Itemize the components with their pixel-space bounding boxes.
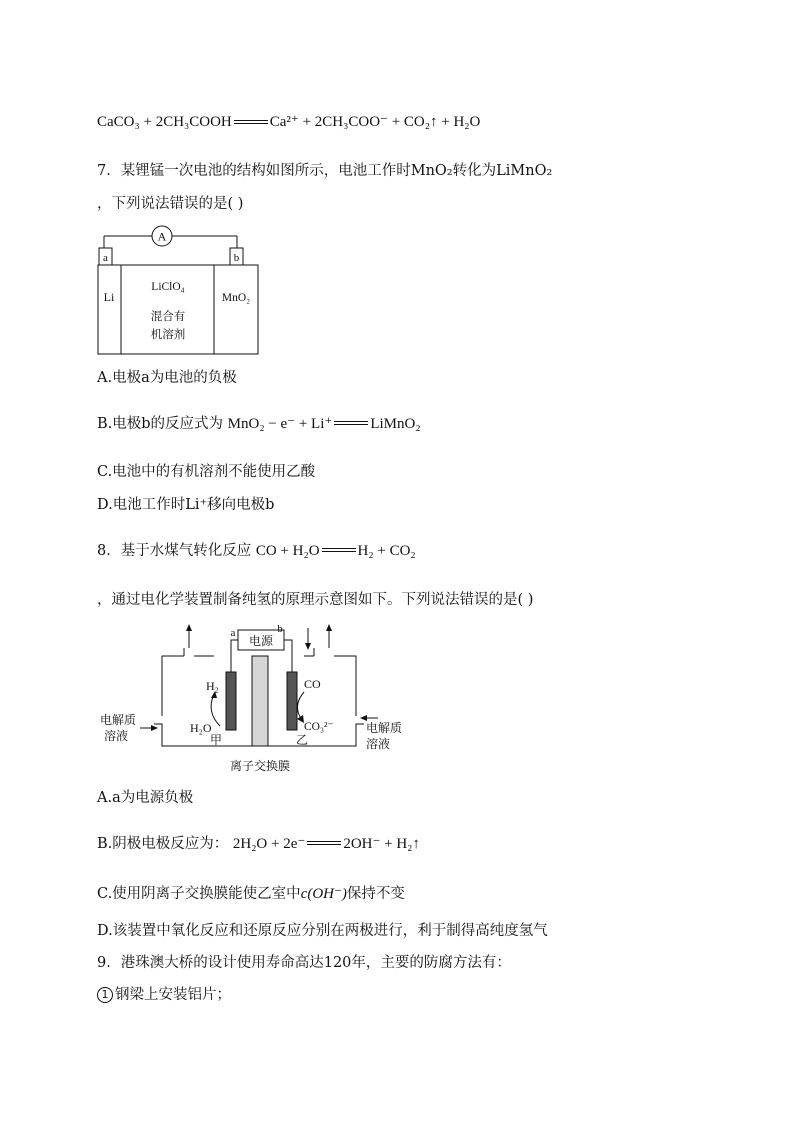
label-h2o: H₂O [190, 721, 212, 735]
outlet-right-arrowhead [326, 624, 332, 631]
electrolyte-right-line1: 电解质 [366, 721, 403, 735]
equation-top-right: Ca²⁺ + 2CH₃COO⁻ + CO₂↑ + H₂O [269, 114, 481, 130]
q7-option-b-left: MnO₂ − e⁻ + Li⁺ [227, 416, 333, 432]
container-right-wall [334, 656, 356, 716]
membrane-label: 离子交换膜 [229, 759, 291, 773]
q8-number: 8． [97, 543, 121, 559]
q8-option-c-suffix: 保持不变 [346, 886, 405, 902]
equation-top [97, 112, 480, 132]
outlet-left-arrowhead [186, 624, 192, 631]
q8-option-d: D.该装置中氧化反应和还原反应分别在两极进行，利于制得高纯度氢气 [97, 923, 548, 939]
q9-number: 9． [97, 955, 121, 971]
q7-option-b-prefix: B.电极b的反应式为 [97, 416, 224, 432]
q7-stem-part1: 某锂锰一次电池的结构如图所示，电池工作时MnO₂转化为LiMnO₂ [120, 163, 553, 179]
electrolyte-left-line1: 电解质 [100, 713, 137, 727]
right-electrode [287, 672, 297, 730]
q8-option-b-left: 2H₂O + 2e⁻ [232, 836, 306, 852]
chamber-left-label: 甲 [210, 733, 223, 747]
q8-option-c [97, 884, 405, 904]
electrolyte-line3: 机溶剂 [150, 327, 186, 341]
q9-stem-text: 港珠澳大桥的设计使用寿命高达120年，主要的防腐方法有： [120, 955, 511, 971]
q7-stem-line1 [97, 161, 552, 181]
circled-number-icon: 1 [97, 987, 113, 1003]
q8-option-c-expr: c(OH⁻) [300, 886, 347, 902]
ion-exchange-membrane [252, 656, 268, 746]
terminal-a-label: a [103, 252, 108, 264]
q7-battery-diagram [94, 224, 264, 359]
equals-sign [322, 546, 356, 556]
power-source-label: 电源 [248, 634, 274, 648]
right-electrode-label: MnO₂ [221, 292, 251, 304]
inlet-arrowhead [305, 643, 311, 650]
chamber-right-label: 乙 [296, 733, 309, 747]
electrolyte-formula: LiClO₄ [151, 281, 185, 293]
reaction-arrowhead-right [297, 715, 304, 723]
equals-sign [334, 419, 368, 429]
power-terminal-b: b [277, 623, 283, 635]
q8-option-b-right: 2OH⁻ + H₂↑ [343, 836, 420, 852]
wire-a [231, 640, 238, 672]
label-h2: H₂ [206, 679, 219, 693]
left-electrode-label: Li [103, 290, 115, 304]
power-terminal-a: a [230, 627, 236, 639]
q8-stem-line2: ，通过电化学装置制备纯氢的原理示意图如下。下列说法错误的是( ) [97, 592, 534, 608]
inlet-left-arrowhead [151, 725, 158, 731]
label-co3: CO₃²⁻ [304, 721, 334, 733]
q7-option-b [97, 414, 421, 434]
q8-stem-right: H₂ + CO₂ [357, 543, 416, 559]
equation-top-left: CaCO₃ + 2CH₃COOH [97, 114, 232, 130]
q7-option-b-right: LiMnO₂ [370, 416, 421, 432]
q8-option-a: A.a为电源负极 [97, 790, 194, 806]
q8-option-b [97, 834, 420, 854]
q8-option-b-prefix: B.阴极电极反应为： [97, 836, 229, 852]
ammeter-label: A [157, 229, 167, 244]
electrolyte-left-line2: 溶液 [104, 729, 129, 743]
q9-item1-text: 钢梁上安装铝片； [115, 987, 231, 1003]
equals-sign [307, 839, 341, 849]
q7-option-d: D.电池工作时Li⁺移向电极b [97, 497, 275, 513]
q8-stem-left: CO + H₂O [255, 543, 320, 559]
terminal-b-label: b [233, 252, 240, 264]
equals-sign [234, 118, 268, 128]
q8-electrolysis-diagram [94, 620, 424, 778]
q7-option-a: A.电极a为电池的负极 [97, 370, 237, 386]
q8-stem-prefix: 基于水煤气转化反应 [120, 543, 252, 559]
q7-stem-line2: ，下列说法错误的是( ) [97, 196, 244, 212]
q8-option-c-prefix: C.使用阴离子交换膜能使乙室中 [97, 886, 301, 902]
electrolyte-line2: 混合有 [150, 309, 186, 323]
wire-b [284, 640, 292, 672]
q8-stem-line1 [97, 541, 416, 561]
q9-item1 [97, 985, 231, 1005]
left-electrode [226, 672, 236, 730]
q7-number: 7． [97, 163, 121, 179]
container-left-wall [162, 656, 184, 716]
q7-option-c: C.电池中的有机溶剂不能使用乙酸 [97, 464, 316, 480]
inlet-right-arrowhead [360, 715, 367, 721]
q9-stem [97, 953, 511, 973]
electrolyte-right-line2: 溶液 [366, 737, 391, 751]
reaction-arrow-left [211, 694, 220, 726]
label-co: CO [304, 677, 321, 691]
